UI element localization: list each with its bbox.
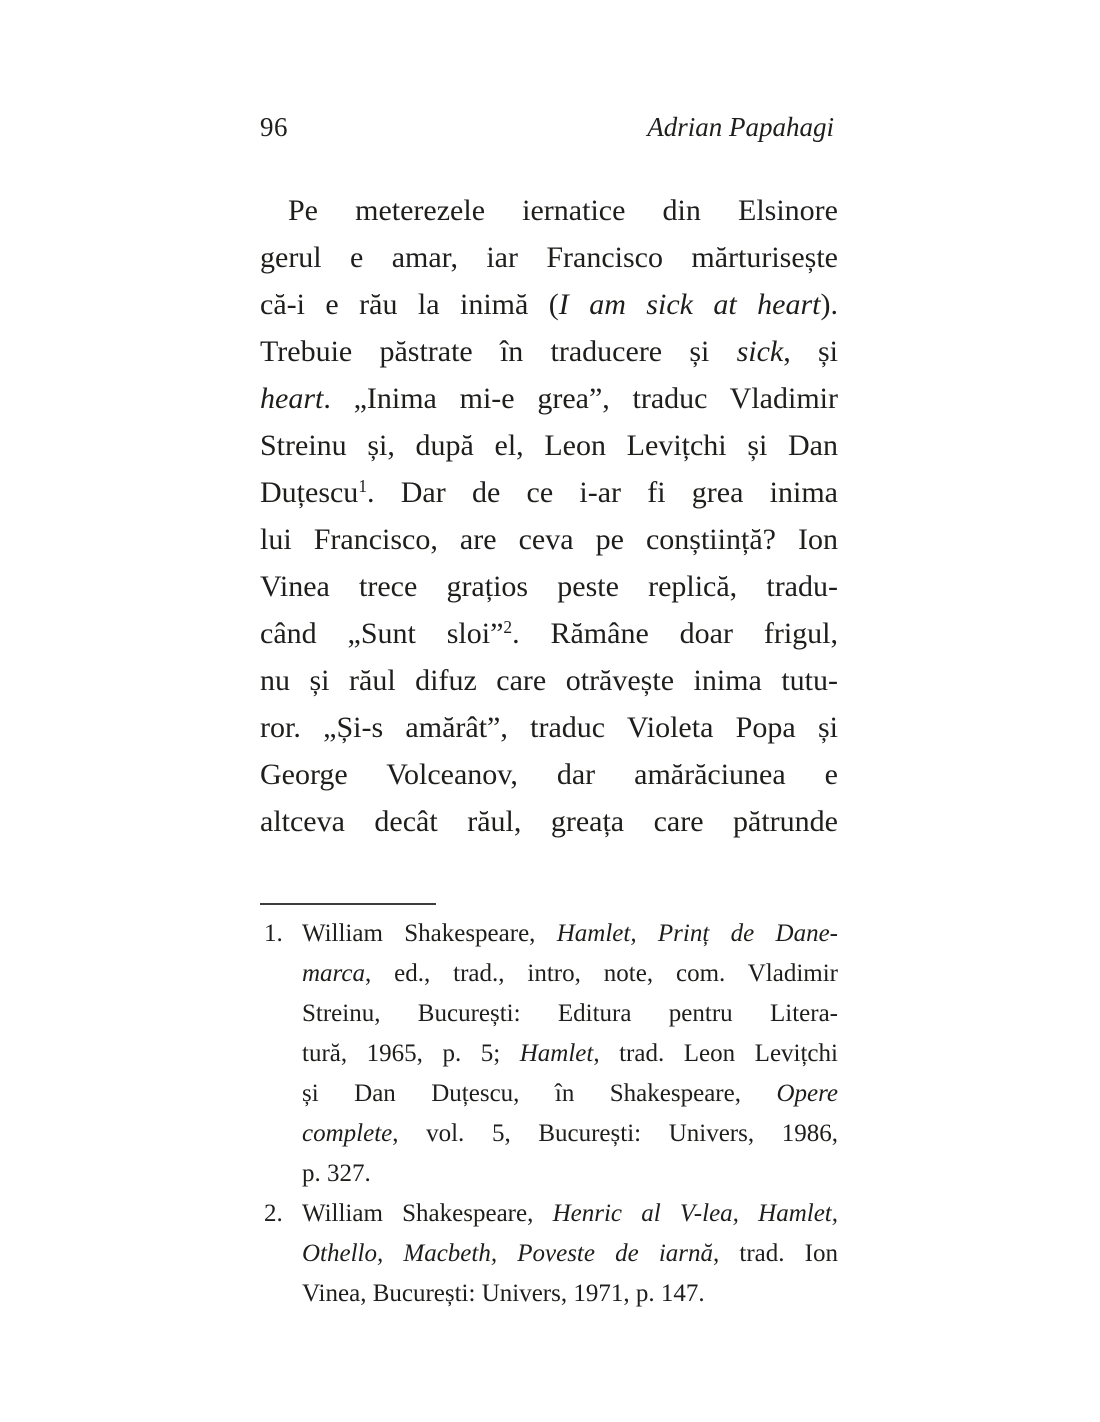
italic-text-segment: marca [302,960,365,987]
text-segment: , trad. Ion [713,1240,838,1267]
italic-text-segment: I am sick at heart [558,288,821,321]
italic-text-segment: Hamlet [519,1040,594,1067]
footnote-line [302,1154,838,1194]
footnote-line [302,994,838,1034]
footnote-line [302,1034,838,1074]
body-line [260,328,838,375]
text-segment: tură, 1965, p. 5; [302,1040,520,1067]
body-line [260,798,838,845]
text-segment: altceva decât răul, greața care pătrunde [260,805,838,838]
italic-text-segment: sick [736,335,784,368]
text-segment: Streinu și, după el, Leon Levițchi și Dan [260,429,838,462]
text-segment: ). [820,288,838,321]
text-segment: . Rămâne doar frigul, [512,617,838,650]
text-segment: , ed., trad., intro, note, com. Vladimir [364,960,838,987]
body-line [260,704,838,751]
body-line [260,469,838,516]
italic-text-segment: Opere [776,1080,838,1107]
footnote-line [302,1074,838,1114]
body-line [260,422,838,469]
footnote-line [302,1274,838,1314]
text-segment: William Shakespeare, [302,1200,553,1227]
body-paragraph [260,187,838,845]
footnote-line [302,914,838,954]
text-segment: Vinea, București: Univers, 1971, p. 147. [302,1280,705,1307]
text-segment: când „Sunt sloi” [260,617,504,650]
body-line [260,375,838,422]
italic-text-segment: Othello, Macbeth, Poveste de iarnă [302,1240,714,1267]
text-segment: lui Francisco, are ceva pe conștiință? Ion [260,523,838,556]
body-line [260,187,838,234]
page-number: 96 [260,112,288,142]
footnote-item [260,1194,838,1314]
text-segment: William Shakespeare, [302,920,557,947]
footnote-line [302,954,838,994]
text-segment: Pe meterezele iernatice din Elsinore [288,194,838,227]
footnote-reference-mark: 2 [503,617,513,638]
footnote-number: 1. [264,920,283,947]
footnote-item [260,914,838,1194]
body-line [260,563,838,610]
footnote-separator [260,903,436,905]
text-segment: , vol. 5, București: Univers, 1986, [392,1120,838,1147]
text-segment: gerul e amar, iar Francisco mărturisește [260,241,838,274]
text-segment: . „Inima mi-e grea”, traduc Vladimir [323,382,838,415]
body-line [260,657,838,704]
page-header [260,112,838,143]
text-segment: Streinu, București: Editura pentru Litera- [302,1000,838,1027]
italic-text-segment: heart [260,382,324,415]
body-line [260,281,838,328]
text-segment: nu și răul difuz care otrăvește inima tutu- [260,664,838,697]
body-line [260,751,838,798]
body-line [260,516,838,563]
footnote-line [302,1114,838,1154]
running-head-author: Adrian Papahagi [647,112,834,142]
body-line [260,610,838,657]
footnote-line [302,1194,838,1234]
text-segment: Duțescu [260,476,359,509]
text-segment: Trebuie păstrate în traducere și [260,335,737,368]
body-line [260,234,838,281]
italic-text-segment: complete [302,1120,393,1147]
text-segment: George Volceanov, dar amărăciunea e [260,758,838,791]
text-segment: ror. „Și-s amărât”, traduc Violeta Popa și [260,711,838,744]
text-segment: p. 327. [302,1160,371,1187]
footnote-line [302,1234,838,1274]
footnote-reference-mark: 1 [358,476,368,497]
text-segment: și Dan Duțescu, în Shakespeare, [302,1080,777,1107]
italic-text-segment: Henric al V-lea, Hamlet, [552,1200,838,1227]
text-segment: . Dar de ce i-ar fi grea inima [367,476,838,509]
italic-text-segment: Hamlet, Prinț de Dane- [556,920,839,947]
footnote-number: 2. [264,1200,283,1227]
footnotes [260,914,838,1314]
text-segment: că-i e rău la inimă ( [260,288,559,321]
text-segment: , trad. Leon Levițchi [593,1040,838,1067]
text-segment: , și [783,335,838,368]
text-segment: Vinea trece grațios peste replică, tradu- [260,570,838,603]
